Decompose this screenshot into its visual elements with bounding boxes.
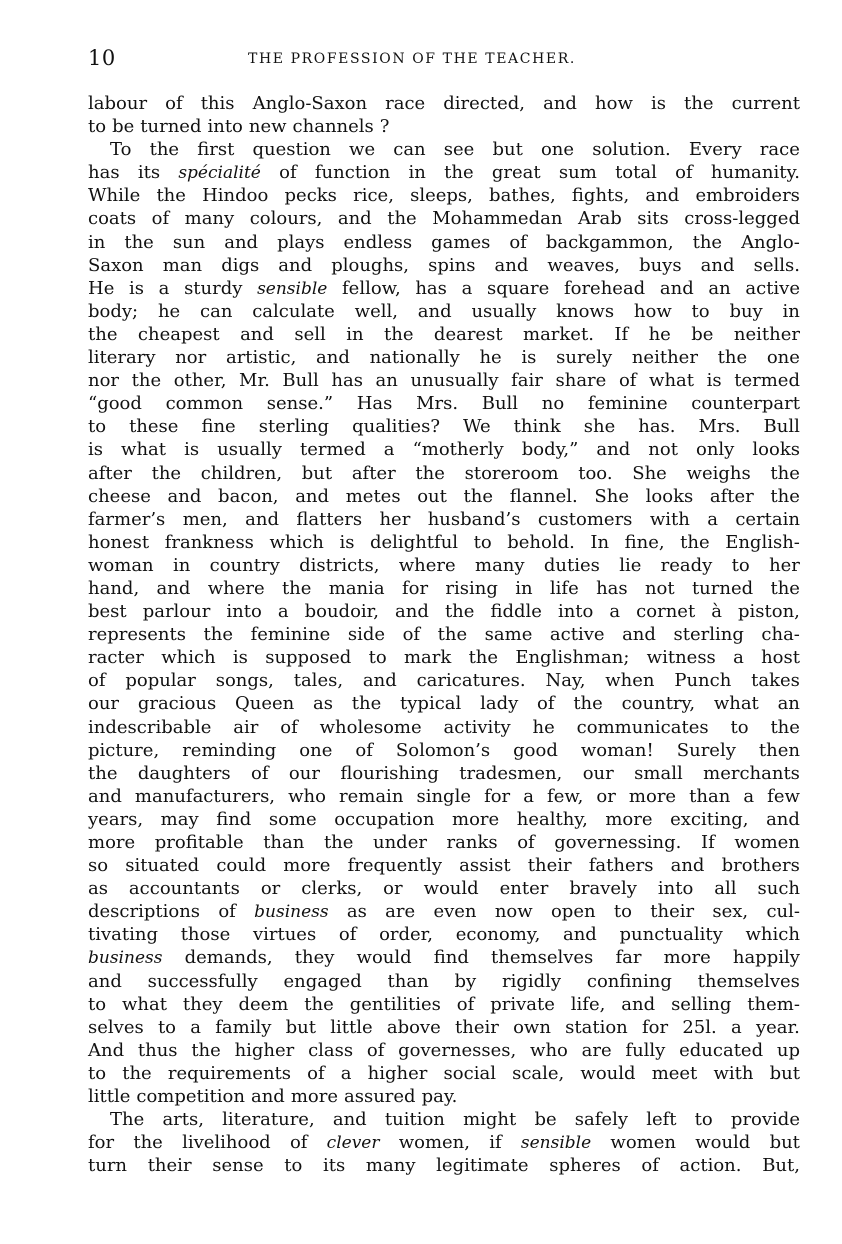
text-line: turn their sense to its many legitimate spheres of action. But,	[88, 1155, 800, 1177]
text-line: The arts, literature, and tuition might be safely left to provide	[110, 1109, 800, 1131]
text-line: the daughters of our flourishing tradesmen, our small merchants	[88, 762, 800, 784]
text-line: coats of many colours, and the Mohammedan Arab sits cross-legged	[88, 208, 800, 230]
text-line: selves to a family but little above their own station for 25l. a year.	[88, 1016, 800, 1038]
text-line: the cheapest and sell in the dearest market. If he be neither	[88, 323, 800, 345]
page-header	[88, 46, 800, 76]
body-text	[88, 92, 800, 1177]
text-line: to the requirements of a higher social scale, would meet with but	[88, 1062, 800, 1084]
text-line: And thus the higher class of governesses, who are fully educated up	[88, 1039, 800, 1061]
text-line: to be turned into new channels ?	[88, 116, 390, 138]
text-line: little competition and more assured pay.	[88, 1086, 458, 1108]
text-line: honest frankness which is delightful to behold. In fine, the English-	[88, 531, 800, 553]
text-line: He is a sturdy sensible fellow, has a square forehead and an active	[88, 277, 800, 299]
text-line: farmer’s men, and flatters her husband’s customers with a certain	[88, 508, 800, 530]
text-line: “good common sense.” Has Mrs. Bull no feminine counterpart	[88, 393, 800, 415]
text-line: more profitable than the under ranks of governessing. If women	[88, 832, 800, 853]
text-line: picture, reminding one of Solomon’s good woman! Surely then	[88, 739, 800, 761]
text-line: business demands, they would find themselves far more happily	[88, 947, 800, 969]
text-line: so situated could more frequently assist their fathers and brothers	[88, 855, 800, 877]
text-line: tivating those virtues of order, economy, and punctuality which	[88, 924, 800, 946]
text-line: and manufacturers, who remain single for a few, or more than a few	[88, 785, 800, 807]
text-line: after the children, but after the storeroom too. She weighs the	[88, 462, 800, 484]
text-line: as accountants or clerks, or would enter bravely into all such	[88, 878, 800, 900]
text-line: in the sun and plays endless games of backgammon, the Anglo-	[88, 231, 800, 253]
text-line: is what is usually termed a “motherly body,” and not only looks	[88, 439, 800, 461]
text-line: years, may find some occupation more healthy, more exciting, and	[88, 808, 800, 830]
text-line: cheese and bacon, and metes out the flannel. She looks after the	[88, 485, 800, 507]
text-line: nor the other, Mr. Bull has an unusually fair share of what is termed	[88, 370, 800, 392]
text-line: racter which is supposed to mark the Englishman; witness a host	[88, 647, 800, 669]
text-line: represents the feminine side of the same active and sterling cha-	[88, 624, 800, 646]
text-line: descriptions of business as are even now open to their sex, cul-	[88, 901, 800, 923]
text-line: for the livelihood of clever women, if sensible women would but	[88, 1132, 800, 1154]
text-line: labour of this Anglo-Saxon race directed, and how is the current	[88, 93, 800, 114]
text-line: of popular songs, tales, and caricatures. Nay, when Punch takes	[88, 670, 800, 692]
text-line: literary nor artistic, and nationally he is surely neither the one	[88, 347, 800, 369]
text-line: To the first question we can see but one solution. Every race	[110, 139, 800, 161]
text-line: to these fine sterling qualities? We think she has. Mrs. Bull	[88, 416, 800, 438]
text-line: best parlour into a boudoir, and the fiddle into a cornet à piston,	[88, 601, 800, 623]
text-line: Saxon man digs and ploughs, spins and weaves, buys and sells.	[88, 254, 800, 276]
text-line: our gracious Queen as the typical lady of the country, what an	[88, 693, 800, 715]
text-line: to what they deem the gentilities of private life, and selling them-	[88, 993, 800, 1015]
text-line: woman in country districts, where many duties lie ready to her	[88, 554, 800, 576]
page-number: 10	[88, 46, 116, 70]
text-line: and successfully engaged than by rigidly confining themselves	[88, 970, 800, 992]
text-line: hand, and where the mania for rising in life has not turned the	[88, 577, 800, 599]
text-line: body; he can calculate well, and usually knows how to buy in	[88, 300, 800, 322]
text-line: has its spécialité of function in the great sum total of humanity.	[88, 162, 800, 184]
running-title: THE PROFESSION OF THE TEACHER.	[248, 51, 576, 67]
text-line: While the Hindoo pecks rice, sleeps, bathes, fights, and embroiders	[88, 185, 800, 207]
text-line: indescribable air of wholesome activity he communicates to the	[88, 716, 800, 738]
